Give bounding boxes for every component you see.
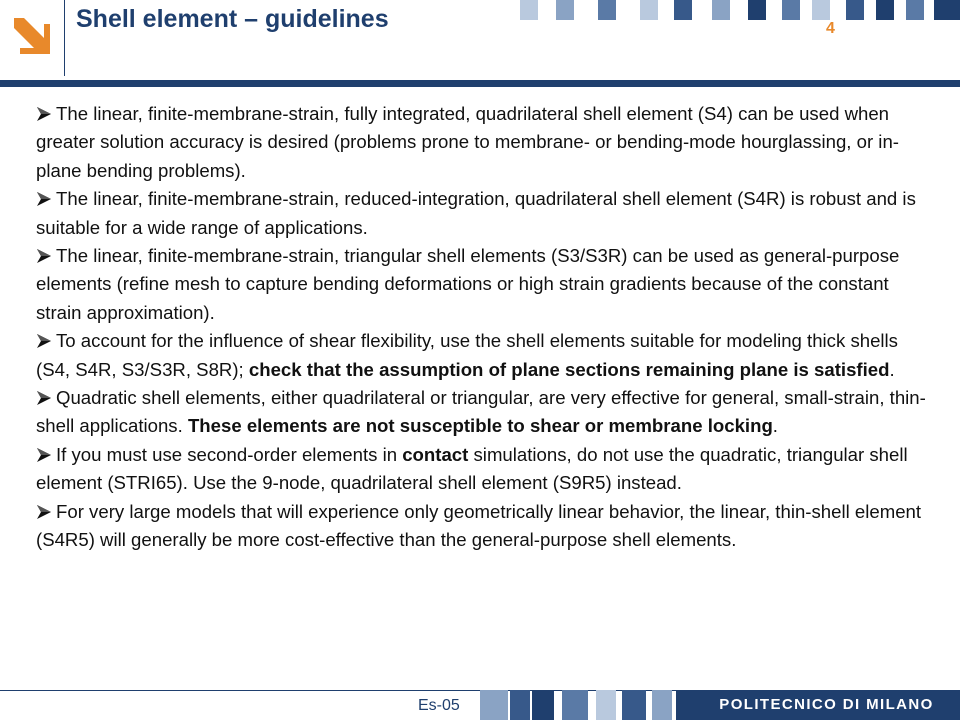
header-decorative-square bbox=[812, 0, 830, 20]
bullet-text: To account for the influence of shear flexibility, use the shell elements suitable for modeling thick shells (S4, S4R, S3/S3R, S8R); bbox=[36, 330, 898, 380]
bullet-bold-text: These elements are not susceptible to shear or membrane locking bbox=[187, 415, 773, 437]
header-bar bbox=[0, 80, 960, 87]
bullet-item bbox=[36, 498, 936, 555]
bullet-text-tail: . bbox=[772, 415, 778, 437]
header-decorative-square bbox=[934, 0, 960, 20]
arrowhead-bullet-icon bbox=[36, 102, 52, 118]
footer-decorative-square bbox=[652, 690, 672, 720]
bullet-text: For very large models that will experience only geometrically linear behavior, the linear, thin-shell element (S4R5) will generally be more cost-effective than the general-purpose shell elements. bbox=[36, 500, 922, 551]
header-decorative-square bbox=[782, 0, 800, 20]
bullet-item bbox=[36, 327, 936, 384]
footer-brand-logo: POLITECNICO DI MILANO bbox=[693, 690, 960, 720]
header-decorative-square bbox=[520, 0, 538, 20]
bullet-item bbox=[36, 242, 936, 327]
bullet-text: The linear, finite-membrane-strain, fully integrated, quadrilateral shell element (S4) can be used when greater solution accuracy is desired (problems prone to membrane- or bending-mode hourglassing, or in-plane bending problems). bbox=[36, 103, 899, 181]
header-decorative-square bbox=[598, 0, 616, 20]
footer-decorative-square bbox=[676, 690, 693, 720]
footer-label: Es-05 bbox=[418, 697, 460, 714]
header-decorative-square bbox=[748, 0, 766, 20]
bullet-item bbox=[36, 384, 936, 441]
bullet-item bbox=[36, 185, 936, 242]
footer-decorative-square bbox=[622, 690, 646, 720]
page-number: 4 bbox=[826, 20, 835, 37]
bullet-text: If you must use second-order elements in bbox=[56, 443, 403, 465]
header-decorative-square bbox=[876, 0, 894, 20]
bullet-text: The linear, finite-membrane-strain, reduced-integration, quadrilateral shell element (S4R) is robust and is suitable for a wide range of applications. bbox=[36, 188, 916, 238]
footer-decorative-square bbox=[532, 690, 554, 720]
arrowhead-bullet-icon bbox=[36, 187, 52, 203]
footer-decorative-square bbox=[480, 690, 508, 720]
header-decorative-square bbox=[556, 0, 574, 20]
bullet-text: Quadratic shell elements, either quadrilateral or triangular, are very effective for general, small-strain, thin-shell applications. bbox=[36, 387, 926, 437]
bullet-text-tail: simulations, do not use the quadratic, triangular shell element (STRI65). Use the 9-node, quadrilateral shell element (S9R5) instead. bbox=[36, 443, 908, 494]
orange-arrow-logo-icon bbox=[10, 14, 52, 56]
header-decorative-square bbox=[712, 0, 730, 20]
header-decorative-square bbox=[674, 0, 692, 20]
header-decorative-square bbox=[640, 0, 658, 20]
bullet-bold-text: contact bbox=[402, 443, 469, 465]
bullet-item bbox=[36, 100, 936, 185]
bullet-item bbox=[36, 441, 936, 498]
header-decorative-square bbox=[906, 0, 924, 20]
header-decorative-square bbox=[846, 0, 864, 20]
arrowhead-bullet-icon bbox=[36, 500, 52, 516]
slide-title: Shell element – guidelines bbox=[76, 5, 389, 33]
bullet-text-tail: . bbox=[889, 358, 895, 380]
footer-decorative-square bbox=[510, 690, 530, 720]
header-decorative-squares bbox=[0, 0, 960, 20]
footer-decorative-square bbox=[562, 690, 588, 720]
bullet-text: The linear, finite-membrane-strain, triangular shell elements (S3/S3R) can be used as general-purpose elements (refine mesh to capture bending deformations or high strain gradients because of the constant strain approximation). bbox=[36, 245, 900, 323]
arrowhead-bullet-icon bbox=[36, 386, 52, 402]
arrowhead-bullet-icon bbox=[36, 244, 52, 260]
arrowhead-bullet-icon bbox=[36, 443, 52, 459]
bullet-bold-text: check that the assumption of plane sections remaining plane is satisfied bbox=[248, 358, 890, 380]
footer-decorative-square bbox=[596, 690, 616, 720]
arrowhead-bullet-icon bbox=[36, 329, 52, 345]
bullet-list bbox=[36, 100, 936, 555]
